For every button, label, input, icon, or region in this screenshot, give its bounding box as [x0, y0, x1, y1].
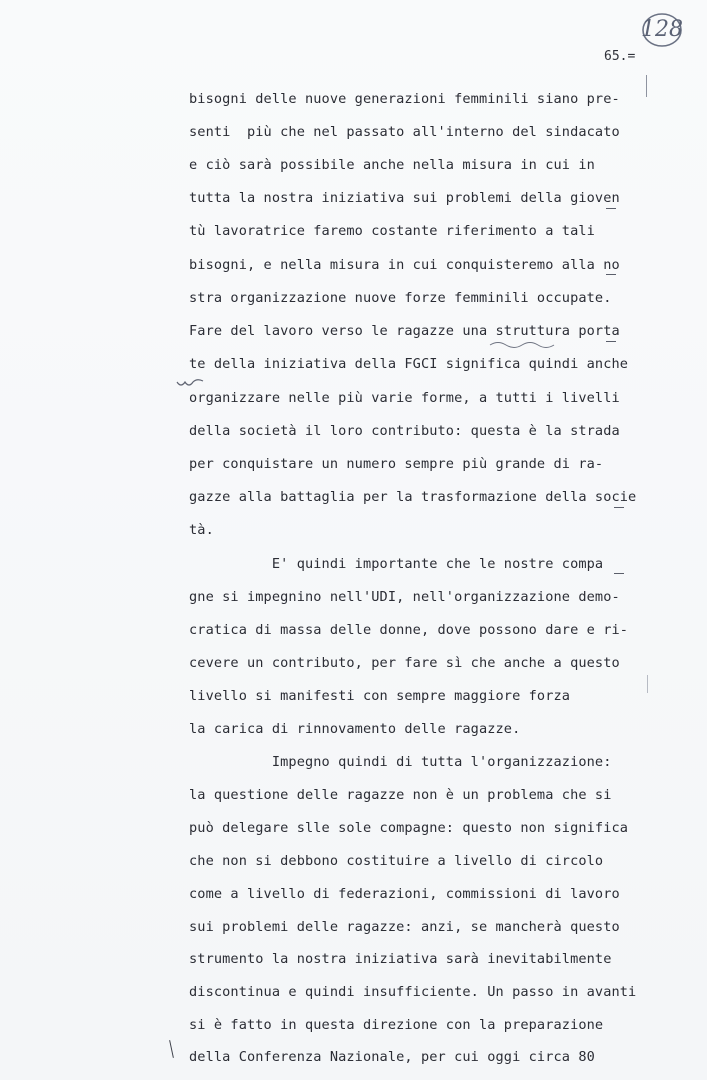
text-line: bisogni, e nella misura in cui conquisteremo alla no	[189, 257, 620, 273]
text-line: gne si impegnino nell'UDI, nell'organizzazione demo-	[189, 589, 620, 605]
hyphen-underline-mark	[606, 274, 616, 275]
text-line: come a livello di federazioni, commissioni di lavoro	[189, 886, 620, 902]
text-line: discontinua e quindi insufficiente. Un passo in avanti	[189, 984, 637, 1000]
text-line: te della iniziativa della FGCI significa quindi anche	[189, 356, 629, 372]
page-number: 65.=	[604, 49, 636, 64]
hyphen-underline-mark	[606, 208, 616, 209]
text-line: tutta la nostra iniziativa sui problemi della gioven	[189, 190, 620, 206]
squiggle-mark-icon	[488, 339, 558, 349]
text-line: la carica di rinnovamento delle ragazze.	[189, 721, 521, 737]
hyphen-underline-mark	[606, 341, 616, 342]
text-line: tù lavoratrice faremo costante riferimento a tali	[189, 223, 595, 239]
text-line: può delegare slle sole compagne: questo non significa	[189, 820, 629, 836]
archive-number-text: 128	[641, 17, 683, 42]
text-line: della Conferenza Nazionale, per cui oggi circa 80	[189, 1049, 595, 1065]
right-margin-mark-2	[647, 675, 648, 693]
hyphen-underline-mark	[614, 507, 624, 508]
text-line: organizzare nelle più varie forme, a tutti i livelli	[189, 390, 620, 406]
archive-number	[640, 10, 684, 50]
text-line: della società il loro contributo: questa è la strada	[189, 423, 620, 439]
text-line: cevere un contributo, per fare sì che anche a questo	[189, 655, 620, 671]
text-line: E' quindi importante che le nostre compa	[189, 556, 604, 572]
text-line: e ciò sarà possibile anche nella misura in cui in	[189, 157, 595, 173]
text-line: per conquistare un numero sempre più grande di ra-	[189, 456, 604, 472]
text-line: strumento la nostra iniziativa sarà inevitabilmente	[189, 951, 612, 967]
text-line: cratica di massa delle donne, dove possono dare e ri-	[189, 622, 629, 638]
left-margin-mark	[169, 1040, 174, 1058]
squiggle-mark-icon	[175, 378, 205, 390]
hyphen-underline-mark	[614, 573, 624, 574]
text-line: tà.	[189, 522, 214, 538]
text-line: Impegno quindi di tutta l'organizzazione:	[189, 754, 612, 770]
text-line: livello si manifesti con sempre maggiore forza	[189, 688, 571, 704]
text-line: sui problemi delle ragazze: anzi, se mancherà questo	[189, 919, 620, 935]
right-margin-mark	[646, 75, 647, 97]
text-line: la questione delle ragazze non è un problema che si	[189, 787, 612, 803]
text-line: stra organizzazione nuove forze femminili occupate.	[189, 290, 612, 306]
text-line: senti più che nel passato all'interno del sindacato	[189, 124, 620, 140]
text-line: che non si debbono costituire a livello di circolo	[189, 853, 604, 869]
text-line: si è fatto in questa direzione con la preparazione	[189, 1017, 604, 1033]
text-line: bisogni delle nuove generazioni femminili siano pre-	[189, 91, 620, 107]
text-line: Fare del lavoro verso le ragazze una struttura porta	[189, 323, 620, 339]
text-line: gazze alla battaglia per la trasformazione della socie	[189, 489, 637, 505]
